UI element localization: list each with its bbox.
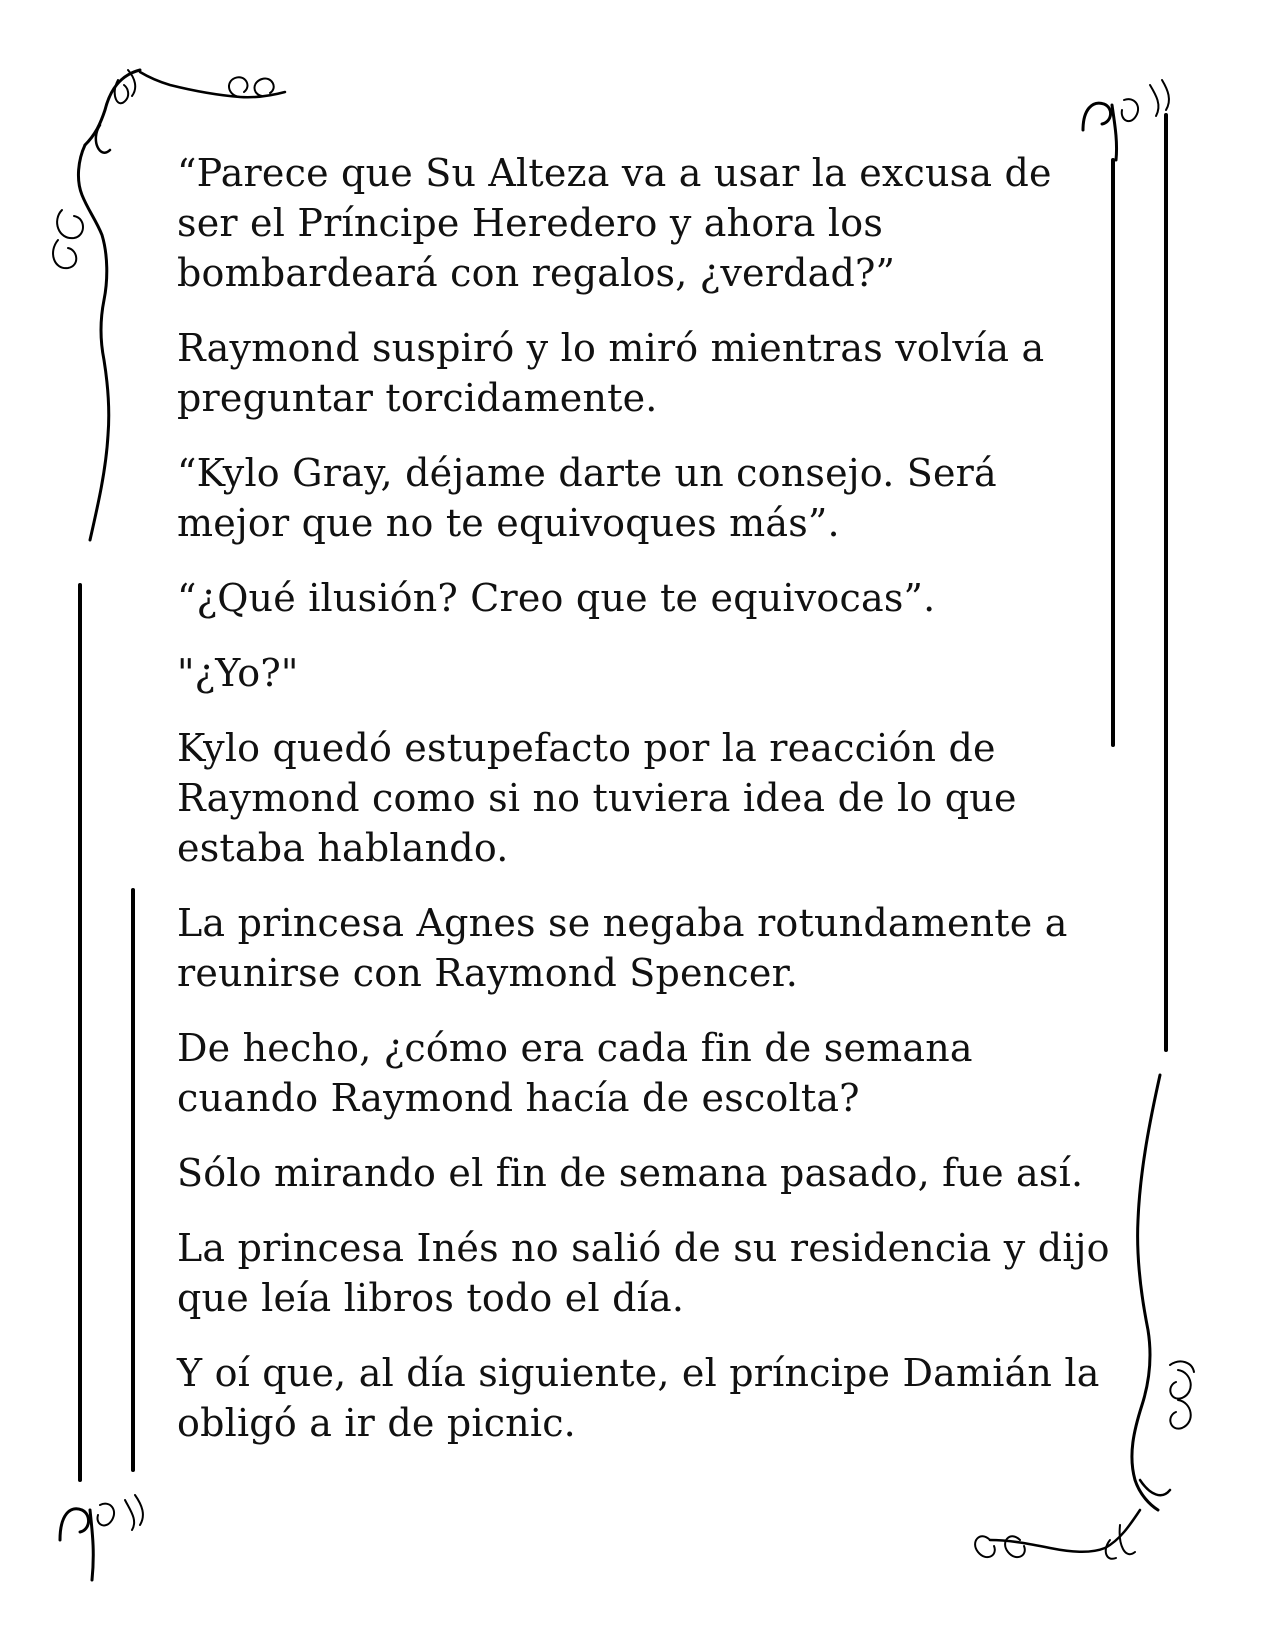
paragraph-2: Raymond suspiró y lo miró mientras volvía a preguntar torcidamente.: [177, 326, 1045, 420]
paragraph-8: De hecho, ¿cómo era cada fin de semana cuando Raymond hacía de escolta?: [177, 1026, 973, 1120]
paragraph-11: Y oí que, al día siguiente, el príncipe Damián la obligó a ir de picnic.: [177, 1351, 1100, 1445]
paragraph-6: Kylo quedó estupefacto por la reacción de Raymond como si no tuviera idea de lo que estaba hablando.: [177, 726, 1017, 870]
flourish-bottom-left-icon: [60, 1495, 143, 1580]
paragraph-1: “Parece que Su Alteza va a usar la excusa de ser el Príncipe Heredero y ahora los bombardeará con regalos, ¿verdad?”: [177, 151, 1052, 295]
document-body: [177, 148, 1117, 1473]
paragraph-7: La princesa Agnes se negaba rotundamente a reunirse con Raymond Spencer.: [177, 901, 1068, 995]
paragraph-5: "¿Yo?": [177, 651, 299, 695]
paragraph-10: La princesa Inés no salió de su residencia y dijo que leía libros todo el día.: [177, 1226, 1110, 1320]
paragraph-3: “Kylo Gray, déjame darte un consejo. Será mejor que no te equivoques más”.: [177, 451, 997, 545]
paragraph-9: Sólo mirando el fin de semana pasado, fue así.: [177, 1151, 1084, 1195]
paragraph-4: “¿Qué ilusión? Creo que te equivocas”.: [177, 576, 936, 620]
